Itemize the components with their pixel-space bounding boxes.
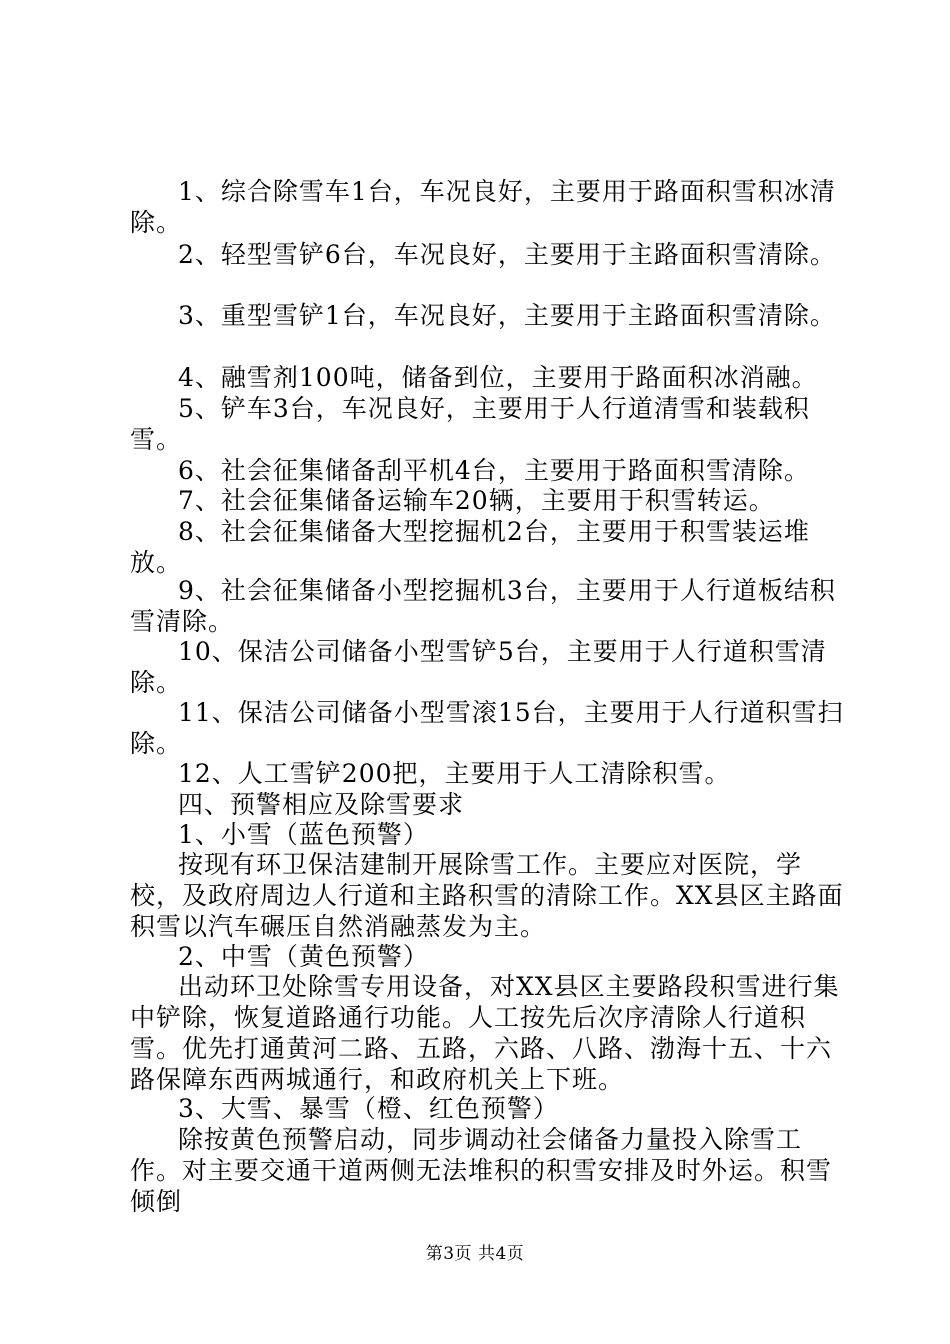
subheading-moderate-snow: 2、中雪（黄色预警） [178, 942, 429, 971]
paragraph-item-3: 3、重型雪铲1台，车况良好，主要用于主路面积雪清除。 [178, 301, 836, 330]
subheading-light-snow: 1、小雪（蓝色预警） [178, 820, 429, 849]
paragraph-item-11: 11、保洁公司储备小型雪滚15台，主要用于人行道积雪扫除。 [130, 698, 844, 758]
paragraph-item-4: 4、融雪剂100吨，储备到位，主要用于路面积冰消融。 [178, 363, 818, 392]
paragraph-item-7: 7、社会征集储备运输车20辆，主要用于积雪转运。 [178, 486, 775, 515]
paragraph-moderate-snow: 出动环卫处除雪专用设备，对XX县区主要路段积雪进行集中铲除，恢复道路通行功能。人工按先后次序清除人行道积雪。优先打通黄河二路、五路，六路、八路、渤海十五、十六路保障东西两城通行，和政府机关上下班。 [130, 972, 840, 1094]
paragraph-item-9: 9、社会征集储备小型挖掘机3台，主要用于人行道板结积雪清除。 [130, 576, 836, 636]
paragraph-light-snow: 按现有环卫保洁建制开展除雪工作。主要应对医院，学校，及政府周边人行道和主路积雪的清除工作。XX县区主路面积雪以汽车碾压自然消融蒸发为主。 [130, 850, 844, 941]
page-footer: 第3页 共4页 [425, 1244, 525, 1264]
paragraph-heavy-snow: 除按黄色预警启动，同步调动社会储备力量投入除雪工作。对主要交通干道两侧无法堆积的积雪安排及时外运。积雪倾倒 [130, 1125, 833, 1216]
paragraph-item-10: 10、保洁公司储备小型雪铲5台，主要用于人行道积雪清除。 [130, 637, 827, 697]
paragraph-item-6: 6、社会征集储备刮平机4台，主要用于路面积雪清除。 [178, 456, 810, 485]
paragraph-item-8: 8、社会征集储备大型挖掘机2台，主要用于积雪装运堆放。 [130, 517, 810, 577]
subheading-heavy-snow: 3、大雪、暴雪（橙、红色预警） [178, 1094, 559, 1123]
paragraph-item-12: 12、人工雪铲200把，主要用于人工清除积雪。 [178, 759, 731, 788]
paragraph-item-1: 1、综合除雪车1台，车况良好，主要用于路面积雪积冰清除。 [130, 177, 836, 237]
section-heading: 四、预警相应及除雪要求 [178, 790, 465, 819]
paragraph-item-5: 5、铲车3台，车况良好，主要用于人行道清雪和装载积雪。 [130, 394, 810, 454]
paragraph-item-2: 2、轻型雪铲6台，车况良好，主要用于主路面积雪清除。 [178, 240, 836, 269]
